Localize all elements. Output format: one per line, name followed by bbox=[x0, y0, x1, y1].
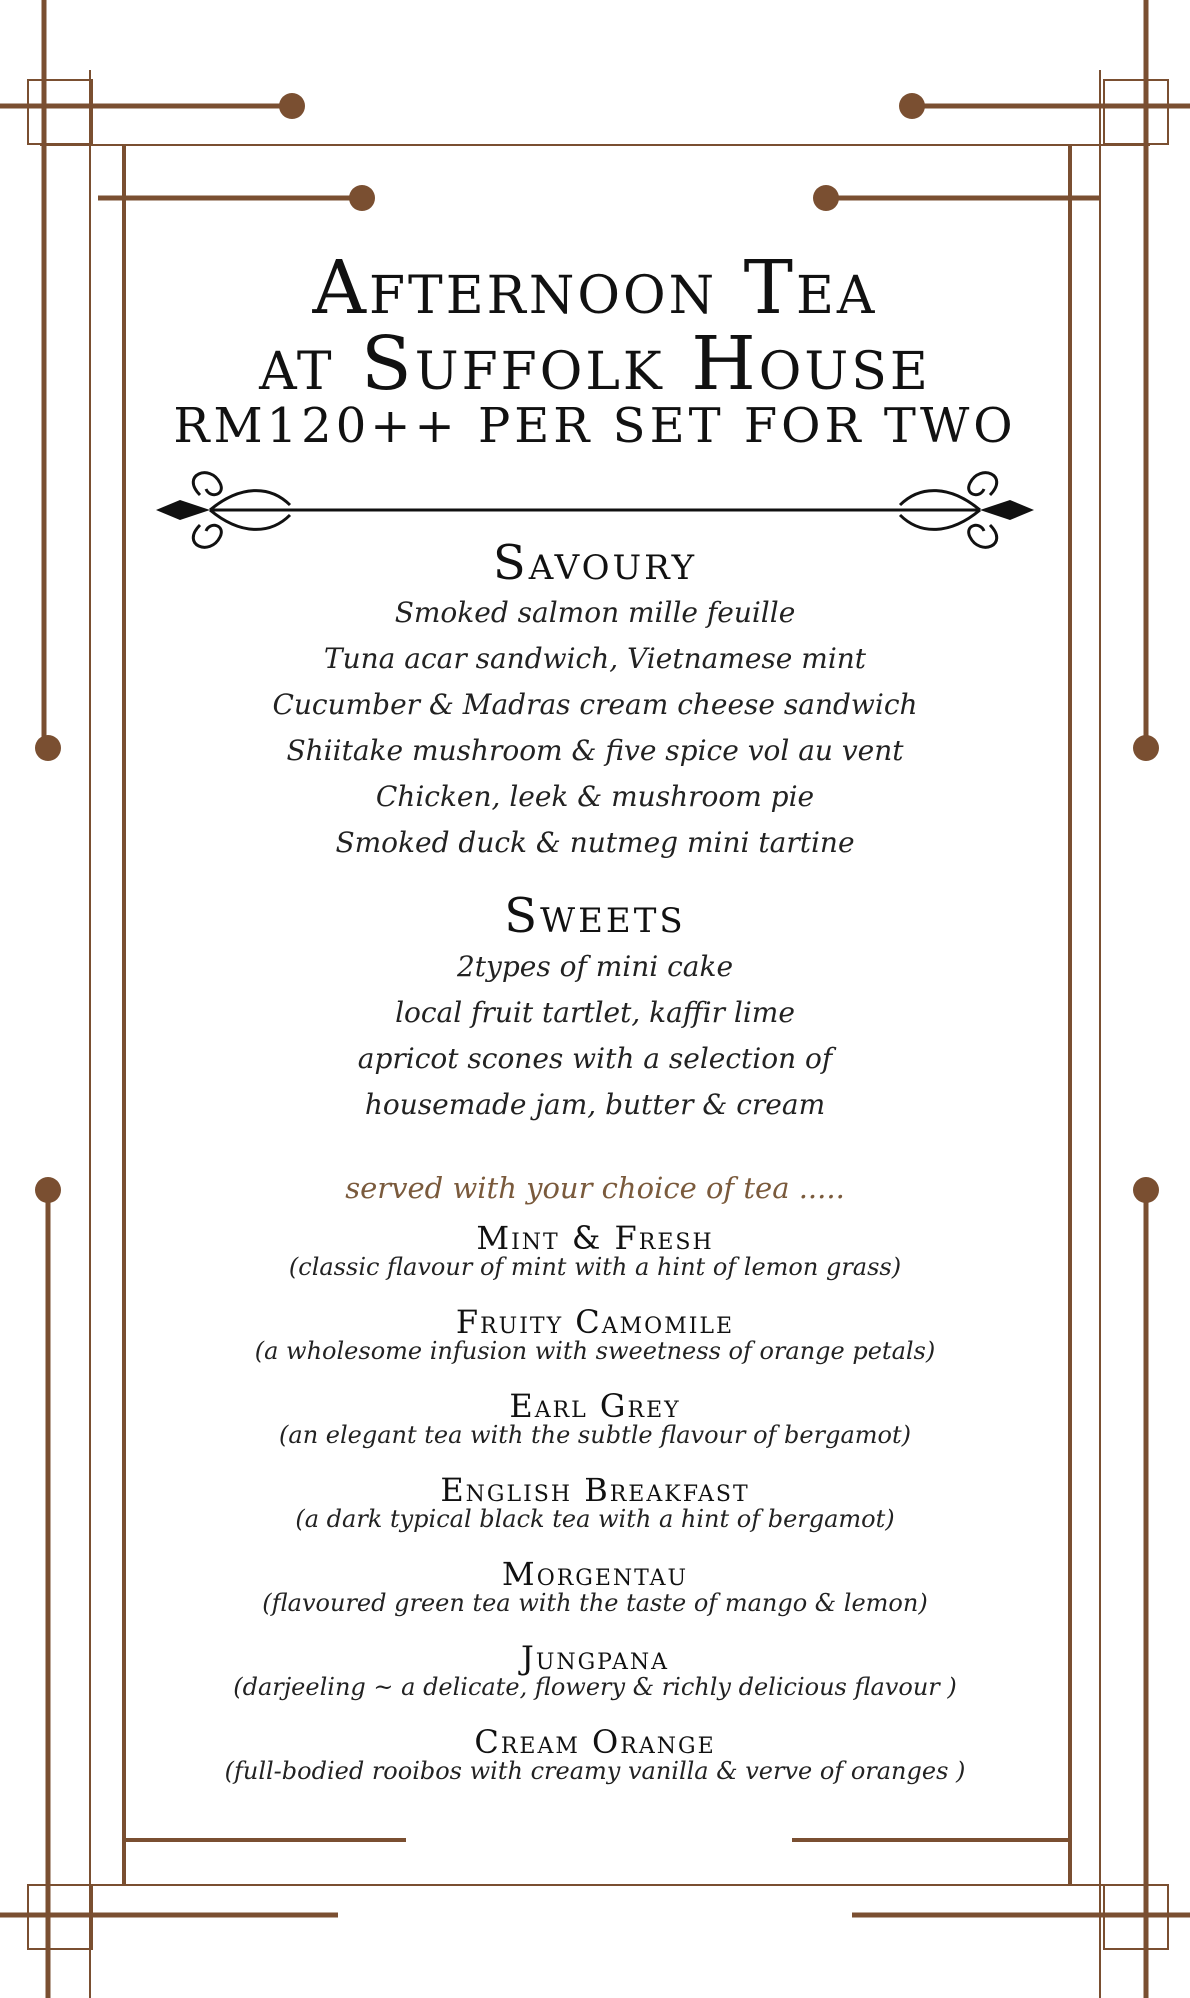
tea-option-desc: (classic flavour of mint with a hint of lemon grass) bbox=[288, 1253, 902, 1281]
list-item: apricot scones with a selection of bbox=[357, 1042, 833, 1075]
list-item: Tuna acar sandwich, Vietnamese mint bbox=[323, 642, 867, 675]
tea-option-desc: (a dark typical black tea with a hint of bergamot) bbox=[295, 1505, 895, 1533]
tea-option-name: Cream Orange bbox=[474, 1723, 716, 1761]
list-item: Cucumber & Madras cream cheese sandwich bbox=[272, 688, 918, 721]
section-heading-savoury: Savoury bbox=[492, 535, 698, 591]
tea-option-name: English Breakfast bbox=[440, 1471, 750, 1509]
list-item: Smoked salmon mille feuille bbox=[394, 596, 796, 629]
tea-option-desc: (full-bodied rooibos with creamy vanilla & verve of oranges ) bbox=[224, 1757, 966, 1785]
tea-option-name: Fruity Camomile bbox=[455, 1303, 735, 1341]
tea-option-name: Morgentau bbox=[501, 1555, 689, 1593]
list-item: Smoked duck & nutmeg mini tartine bbox=[335, 826, 855, 859]
tea-option-desc: (darjeeling ~ a delicate, flowery & richly delicious flavour ) bbox=[233, 1673, 957, 1701]
menu-price: RM120++ PER SET FOR TWO bbox=[173, 398, 1017, 454]
tea-option-desc: (an elegant tea with the subtle flavour of bergamot) bbox=[279, 1421, 911, 1449]
menu-title-line2: at Suffolk House bbox=[259, 321, 931, 407]
section-heading-sweets: Sweets bbox=[504, 888, 686, 944]
list-item: Shiitake mushroom & five spice vol au vent bbox=[286, 734, 904, 767]
tea-option-name: Earl Grey bbox=[509, 1387, 681, 1425]
list-item: local fruit tartlet, kaffir lime bbox=[395, 996, 795, 1029]
list-item: housemade jam, butter & cream bbox=[364, 1088, 826, 1121]
menu-title-line1: Afternoon Tea bbox=[312, 245, 878, 331]
list-item: 2types of mini cake bbox=[456, 950, 734, 983]
tea-option-desc: (flavoured green tea with the taste of mango & lemon) bbox=[262, 1589, 928, 1617]
tea-option-desc: (a wholesome infusion with sweetness of orange petals) bbox=[254, 1337, 936, 1365]
tea-option-name: Jungpana bbox=[520, 1639, 669, 1677]
tea-option-name: Mint & Fresh bbox=[476, 1219, 714, 1257]
tea-intro: served with your choice of tea ..... bbox=[345, 1171, 845, 1205]
list-item: Chicken, leek & mushroom pie bbox=[375, 780, 815, 813]
